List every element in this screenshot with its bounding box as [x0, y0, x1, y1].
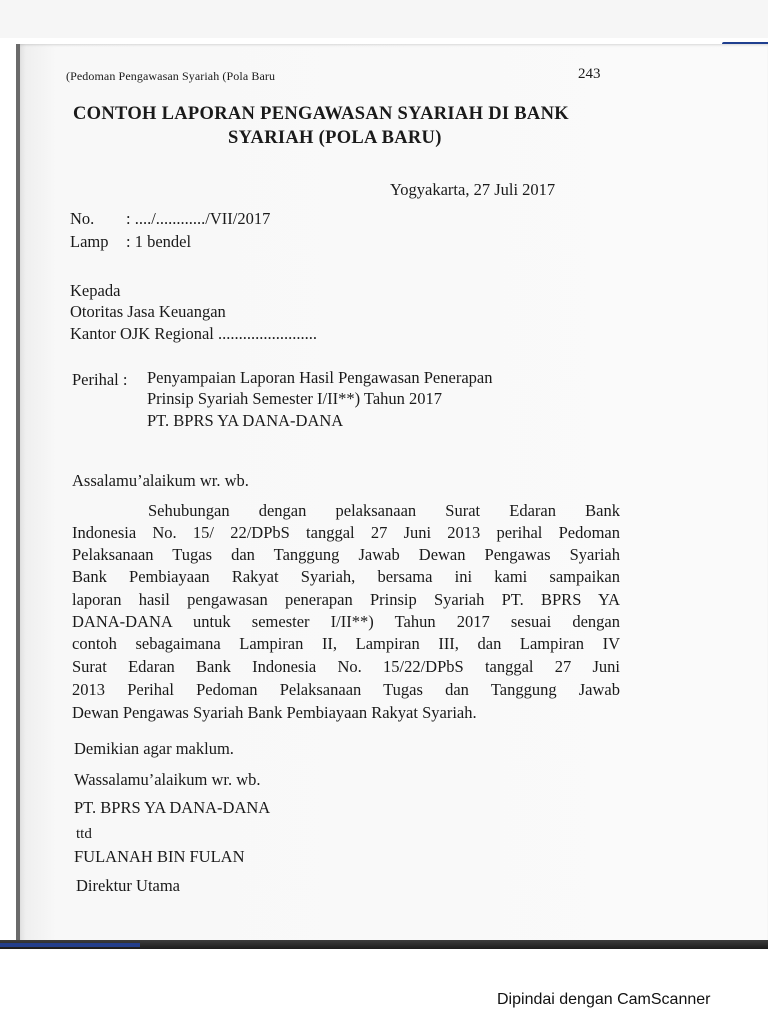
closing-salutation: Wassalamu’alaikum wr. wb. [74, 770, 261, 789]
book-binding-edge [16, 44, 20, 944]
top-background [0, 0, 768, 38]
body-line: 2013 Perihal Pedoman Pelaksanaan Tugas dan Tanggung Jawab [72, 680, 620, 699]
recipient-line: Kepada [70, 281, 121, 300]
body-line: laporan hasil pengawasan penerapan Prinsip Syariah PT. BPRS YA [72, 590, 620, 609]
body-line: contoh sebagaimana Lampiran II, Lampiran III, dan Lampiran IV [72, 634, 620, 653]
signatory-name: FULANAH BIN FULAN [74, 847, 245, 866]
subject-label: Perihal : [72, 370, 128, 389]
closing-remark: Demikian agar maklum. [74, 739, 234, 758]
letter-date: Yogyakarta, 27 Juli 2017 [390, 180, 556, 199]
body-line: Bank Pembiayaan Rakyat Syariah, bersama ini kami sampaikan [72, 567, 620, 586]
attachment-row [70, 232, 191, 252]
body-line: Indonesia No. 15/ 22/DPbS tanggal 27 Juni 2013 perihal Pedoman [72, 523, 620, 542]
subject-line: Penyampaian Laporan Hasil Pengawasan Penerapan [147, 368, 493, 387]
letter-number-value: : ..../............/VII/2017 [126, 209, 271, 228]
subject-line: PT. BPRS YA DANA-DANA [147, 411, 344, 430]
subject-line: Prinsip Syariah Semester I/II**) Tahun 2017 [147, 389, 443, 408]
body-line: Surat Edaran Bank Indonesia No. 15/22/DPbS tanggal 27 Juni [72, 657, 620, 676]
attachment-label: Lamp [70, 232, 109, 251]
body-line: DANA-DANA untuk semester I/II**) Tahun 2017 sesuai dengan [72, 612, 620, 631]
body-line: Sehubungan dengan pelaksanaan Surat Edaran Bank [148, 501, 620, 520]
body-line: Pelaksanaan Tugas dan Tanggung Jawab Dewan Pengawas Syariah [72, 545, 620, 564]
letter-number-row [70, 209, 270, 229]
letter-number-label: No. [70, 209, 95, 228]
body-line: Dewan Pengawas Syariah Bank Pembiayaan Rakyat Syariah. [72, 703, 477, 722]
page-bottom-accent [0, 943, 140, 947]
document-title-line-2: SYARIAH (POLA BARU) [228, 128, 442, 148]
scanner-watermark: Dipindai dengan CamScanner [497, 991, 711, 1008]
signed-mark: ttd [76, 826, 92, 842]
page-number: 243 [578, 66, 601, 82]
signatory-position: Direktur Utama [76, 876, 181, 895]
company-name: PT. BPRS YA DANA-DANA [74, 798, 271, 817]
recipient-line: Otoritas Jasa Keuangan [70, 302, 226, 321]
recipient-line: Kantor OJK Regional ........................ [70, 324, 318, 343]
running-head: (Pedoman Pengawasan Syariah (Pola Baru [66, 69, 276, 83]
greeting: Assalamu’alaikum wr. wb. [72, 471, 249, 490]
document-title-line-1: CONTOH LAPORAN PENGAWASAN SYARIAH DI BANK [73, 104, 569, 124]
attachment-value: : 1 bendel [126, 232, 192, 251]
